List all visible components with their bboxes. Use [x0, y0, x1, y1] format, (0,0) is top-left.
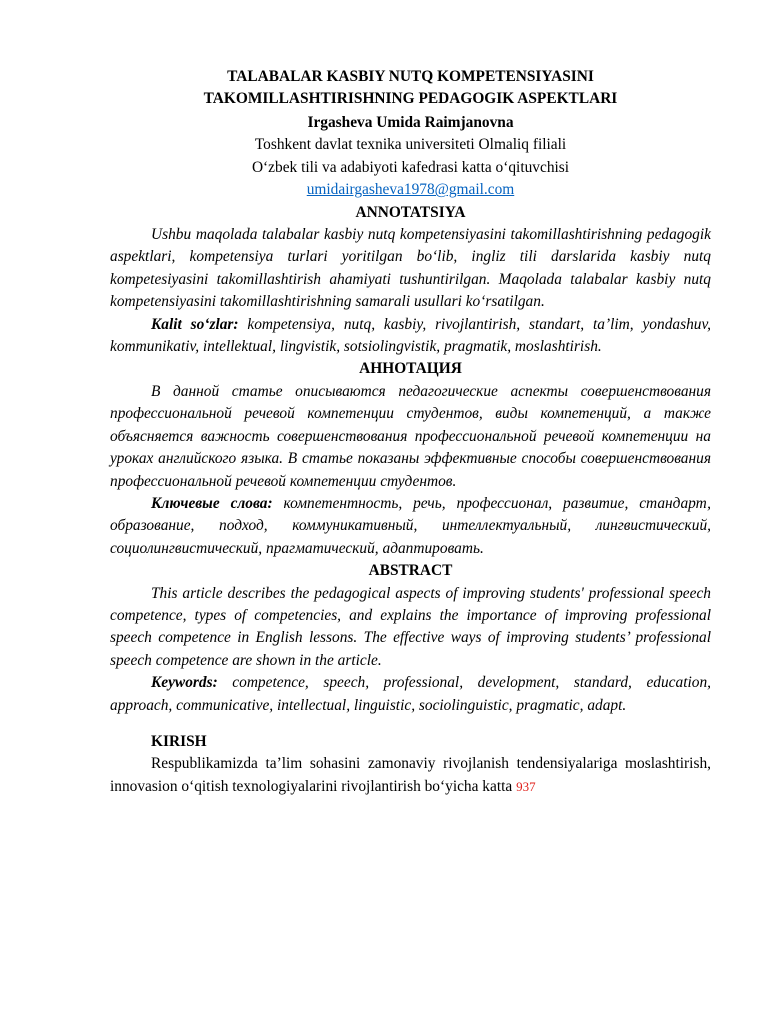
annotatsiya-heading: ANNOTATSIYA	[355, 203, 466, 221]
kirish-paragraph: Respublikamizda ta’lim sohasini zamonaviy rivojlanish tendensiyalariga moslashtirish, innovasion o‘qitish texnologiyalarini rivojlantirish bo‘yicha katta	[110, 755, 711, 795]
annotatsiya-ru-text: В данной статье описываются педагогические аспекты совершенствования профессиональной речевой компетенции студентов, виды компетенций, а также объясняется важность совершенствования профессиональной речевой компетенции на уроках английского языка. В статье показаны эффективные способы совершенствования профессиональной речевой компетенции студентов.	[110, 382, 711, 490]
annotatsiya-ru-keywords	[110, 493, 711, 560]
annotatsiya-keywords-text: kompetensiya, nutq, kasbiy, rivojlantirish, standart, ta’lim, yondashuv, kommunikativ, intellektual, lingvistik, sotsiolingvistik, pragmatik, moslashtirish.	[110, 315, 711, 356]
annotatsiya-ru-heading: АННОТАЦИЯ	[359, 360, 462, 378]
document-page	[110, 66, 711, 798]
author-affiliation-1: Toshkent davlat texnika universiteti Olmaliq filiali	[254, 136, 567, 154]
abstract-text: This article describes the pedagogical aspects of improving students' professional speech competence, types of competencies, and explains the importance of improving professional speech competence in English lessons. The effective ways of improving students’ professional speech competence are shown in the article.	[110, 584, 711, 669]
annotatsiya-keywords	[110, 314, 711, 359]
author-email-link[interactable]: umidairgasheva1978@gmail.com	[306, 181, 515, 199]
abstract-keywords	[110, 672, 711, 717]
paper-title-line-1: TALABALAR KASBIY NUTQ KOMPETENSIYASINI	[227, 68, 594, 85]
author-name: Irgasheva Umida Raimjanovna	[307, 114, 514, 131]
annotatsiya-ru-keywords-label: Ключевые слова:	[151, 494, 273, 512]
kirish-heading: KIRISH	[151, 732, 207, 750]
annotatsiya-text: Ushbu maqolada talabalar kasbiy nutq kompetensiyasini takomillashtirishning pedagogik aspektlari, kompetensiya turlari yoritilgan bo‘lib, ingliz tili darslarida kasbiy nutq kompetesiyasini takomillashtirish ahamiyati tushuntirilgan. Maqolada talabalar kasbiy nutq kompetensiyasini takomillashtirishning samarali usullari ko‘rsatilgan.	[110, 226, 711, 311]
kirish-text	[110, 753, 711, 798]
abstract-keywords-text: competence, speech, professional, development, standard, education, approach, communicative, intellectual, linguistic, sociolinguistic, pragmatic, adapt.	[110, 674, 711, 714]
author-email-line	[110, 179, 711, 201]
page-number: 937	[516, 778, 536, 794]
abstract-heading: ABSTRACT	[368, 562, 453, 580]
author-affiliation-2: O‘zbek tili va adabiyoti kafedrasi katta o‘qituvchisi	[251, 158, 570, 176]
annotatsiya-ru-keywords-text: компетентность, речь, профессионал, развитие, стандарт, образование, подход, коммуникативный, интеллектуальный, лингвистический, социолингвистический, прагматический, адаптировать.	[110, 494, 711, 557]
abstract-keywords-label: Keywords:	[151, 674, 218, 692]
annotatsiya-keywords-label: Kalit so‘zlar:	[151, 315, 239, 333]
paper-title-line-2: TAKOMILLASHTIRISHNING PEDAGOGIK ASPEKTLARI	[203, 90, 618, 107]
